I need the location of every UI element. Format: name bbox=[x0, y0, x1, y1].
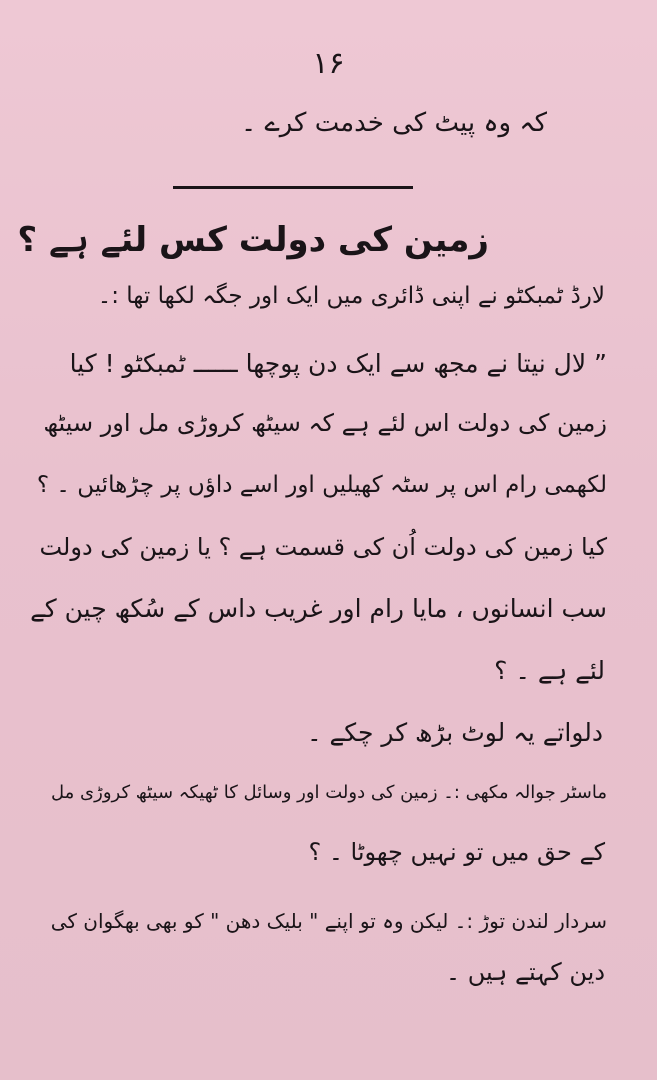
text-line-9: دلواتے یہ لوٹ بڑھ کر چکے ۔ bbox=[306, 718, 603, 747]
text-line-5: لکھمی رام اس پر سٹہ کھیلیں اور اسے داؤں پر چڑھائیں ۔ ؟ bbox=[36, 472, 607, 498]
text-line-13: دین کہتے ہیں ۔ bbox=[446, 958, 605, 986]
text-line-8: لئے ہے ۔ ؟ bbox=[494, 656, 605, 685]
text-line-1: کہ وہ پیٹ کی خدمت کرے ۔ bbox=[240, 108, 547, 138]
text-line-4: زمین کی دولت اس لئے ہے کہ سیٹھ کروڑی مل اور سیٹھ bbox=[43, 409, 607, 437]
section-divider bbox=[173, 186, 413, 189]
text-line-7: سب انسانوں ، مایا رام اور غریب داس کے سُکھ چین کے bbox=[30, 594, 607, 623]
text-line-6: کیا زمین کی دولت اُن کی قسمت ہے ؟ یا زمین کی دولت bbox=[39, 533, 607, 561]
text-line-12: سردار لندن توڑ :۔ لیکن وہ تو اپنے " بلیک دھن " کو بھی بھگوان کی bbox=[50, 909, 607, 933]
section-heading: زمین کی دولت کس لئے ہے ؟ bbox=[17, 220, 489, 260]
text-line-10: ماسٹر جوالہ مکھی :۔ زمین کی دولت اور وسائل کا ٹھیکہ سیٹھ کروڑی مل bbox=[51, 782, 607, 803]
text-line-11: کے حق میں تو نہیں چھوٹا ۔ ؟ bbox=[308, 838, 605, 866]
page-number: ۱۶ bbox=[312, 46, 345, 81]
text-line-3: ” لال نیتا نے مجھ سے ایک دن پوچھا ــــــ ٹمبکٹو ! کیا bbox=[69, 349, 607, 378]
text-line-2: لارڈ ٹمبکٹو نے اپنی ڈائری میں ایک اور جگہ لکھا تھا :۔ bbox=[97, 283, 605, 309]
